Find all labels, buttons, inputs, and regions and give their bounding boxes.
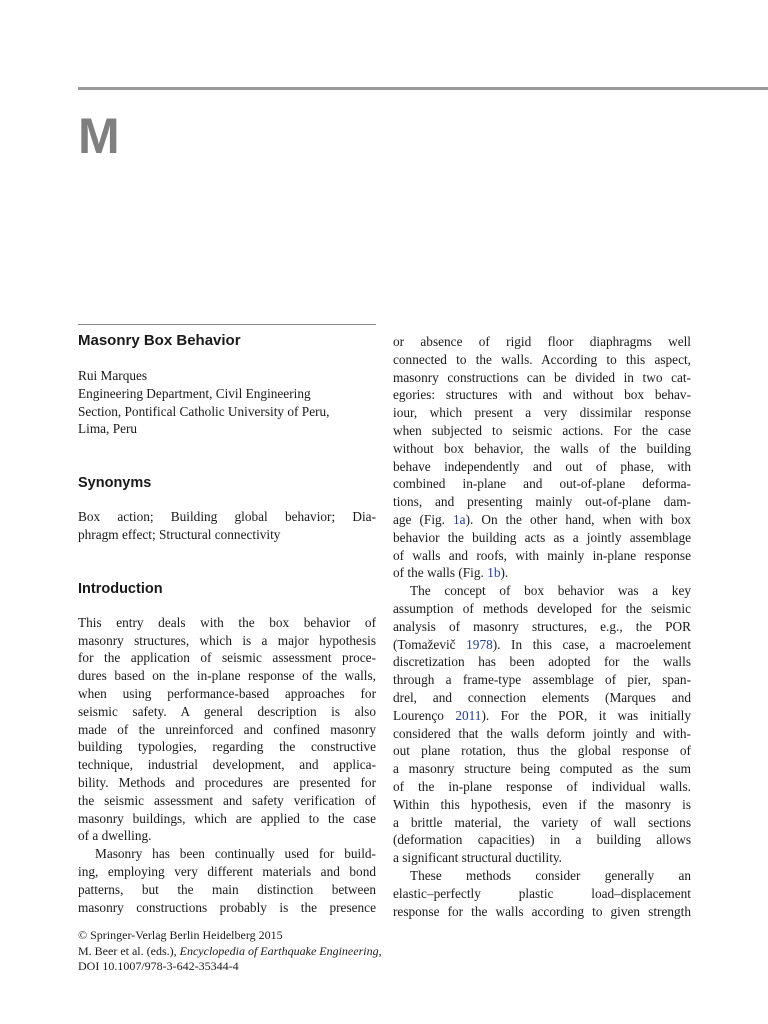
citation-suffix: , <box>378 943 382 958</box>
affiliation-line: Lima, Peru <box>78 421 138 437</box>
text-line <box>393 511 691 529</box>
text-line: masonry buildings, which are applied to the case <box>78 810 376 826</box>
left-column <box>78 324 376 916</box>
text-line: of walls and roofs, with mainly in-plane response <box>393 547 691 563</box>
text-fragment: Lourenço <box>393 707 456 723</box>
header-rule <box>78 87 768 90</box>
text-line <box>393 636 691 654</box>
text-line: without box behavior, the walls of the building <box>393 440 691 456</box>
text-line: combined in-plane and out-of-plane deforma- <box>393 476 691 492</box>
text-line: dures based on the in-plane response of the walls, <box>78 668 376 684</box>
text-line: bility. Methods and procedures are presented for <box>78 774 376 790</box>
text-line: of a dwelling. <box>78 828 152 844</box>
text-line <box>393 707 691 725</box>
text-line: through a frame-type assemblage of pier, span- <box>393 672 691 688</box>
text-line: patterns, but the main distinction between <box>78 881 376 897</box>
text-line: response for the walls according to given strength <box>393 903 691 919</box>
text-line: phragm effect; Structural connectivity <box>78 526 281 542</box>
citation-line <box>78 944 478 960</box>
text-line: iour, which present a very dissimilar response <box>393 405 691 421</box>
introduction-text <box>78 614 376 917</box>
text-line: when subjected to seismic actions. For the case <box>393 422 691 438</box>
body-text <box>393 333 691 920</box>
text-line: seismic safety. A general description is also <box>78 703 376 719</box>
text-line: Masonry has been continually used for build- <box>95 846 376 862</box>
text-line: masonry structures, which is a major hypothesis <box>78 632 376 648</box>
text-line: Box action; Building global behavior; Dia- <box>78 509 376 525</box>
text-fragment: ). For the POR, it was initially <box>481 707 691 723</box>
text-line: made of the unreinforced and confined masonry <box>78 721 376 737</box>
text-fragment: ). In this case, a macroelement <box>492 636 692 652</box>
text-line: when using performance-based approaches for <box>78 685 376 701</box>
text-line: considered that the walls deform jointly and with- <box>393 725 691 741</box>
text-fragment: age (Fig. <box>393 511 454 527</box>
text-line: egories: structures with and without box behav- <box>393 387 691 403</box>
text-line: for the application of seismic assessment proce- <box>78 650 376 666</box>
text-line: building typologies, regarding the constructive <box>78 739 376 755</box>
text-fragment: ). On the other hand, when with box <box>465 511 691 527</box>
copyright-line: © Springer-Verlag Berlin Heidelberg 2015 <box>78 928 283 942</box>
text-line: ing, employing very different materials and bond <box>78 863 376 879</box>
text-line: (deformation capacities) in a building allows <box>393 832 691 848</box>
text-line: connected to the walls. According to this aspect, <box>393 351 691 367</box>
text-line: a masonry structure being computed as the sum <box>393 761 691 777</box>
text-line: behavior the building acts as a jointly assemblage <box>393 529 691 545</box>
text-line: These methods consider generally an <box>410 867 691 883</box>
text-line: assumption of methods developed for the seismic <box>393 600 691 616</box>
text-line: out plane rotation, thus the global response of <box>393 743 691 759</box>
text-fragment: (Tomaževič <box>393 636 467 652</box>
text-line <box>393 564 691 582</box>
text-line: tions, and presenting mainly out-of-plane dam- <box>393 494 691 510</box>
author-block <box>78 367 376 438</box>
text-line: the seismic assessment and safety verification of <box>78 792 376 808</box>
text-line: The concept of box behavior was a key <box>410 583 691 599</box>
entry-title: Masonry Box Behavior <box>78 332 241 349</box>
text-line: masonry constructions probably is the presence <box>78 899 376 915</box>
affiliation-line: Engineering Department, Civil Engineering <box>78 385 311 401</box>
text-fragment: ). <box>500 565 509 581</box>
text-line: or absence of rigid floor diaphragms well <box>393 334 691 349</box>
text-line: a significant structural ductility. <box>393 850 562 866</box>
text-line: elastic–perfectly plastic load–displacement <box>393 885 691 901</box>
text-line: of the in-plane response of individual walls. <box>393 778 691 794</box>
citation-link-2011[interactable]: 2011 <box>455 707 482 723</box>
book-title: Encyclopedia of Earthquake Engineering <box>179 943 379 958</box>
citation-prefix: M. Beer et al. (eds.), <box>78 943 180 958</box>
affiliation-line: Section, Pontifical Catholic University of Peru, <box>78 403 330 419</box>
footer <box>78 928 478 975</box>
figure-link-1b[interactable]: 1b <box>487 565 501 581</box>
text-line: This entry deals with the box behavior of <box>78 614 376 630</box>
text-fragment: of the walls (Fig. <box>393 565 488 581</box>
figure-link-1a[interactable]: 1a <box>453 511 466 527</box>
text-line: discretization has been adopted for the walls <box>393 654 691 670</box>
author-name: Rui Marques <box>78 368 148 383</box>
title-rule <box>78 324 376 325</box>
section-letter: M <box>78 108 120 164</box>
text-line: masonry constructions can be divided in two cat- <box>393 369 691 385</box>
text-line: Within this hypothesis, even if the masonry is <box>393 796 691 812</box>
synonyms-text <box>78 508 376 544</box>
synonyms-heading: Synonyms <box>78 475 152 492</box>
text-line: analysis of masonry structures, e.g., the POR <box>393 618 691 634</box>
text-line: behave independently and out of phase, with <box>393 458 691 474</box>
introduction-heading: Introduction <box>78 580 163 597</box>
citation-link-1978[interactable]: 1978 <box>466 636 493 652</box>
text-line: a brittle material, the variety of wall sections <box>393 814 691 830</box>
right-column <box>393 333 691 920</box>
doi-line: DOI 10.1007/978-3-642-35344-4 <box>78 959 239 973</box>
text-line: technique, industrial development, and applica- <box>78 757 376 773</box>
text-line: drel, and connection elements (Marques and <box>393 689 691 705</box>
